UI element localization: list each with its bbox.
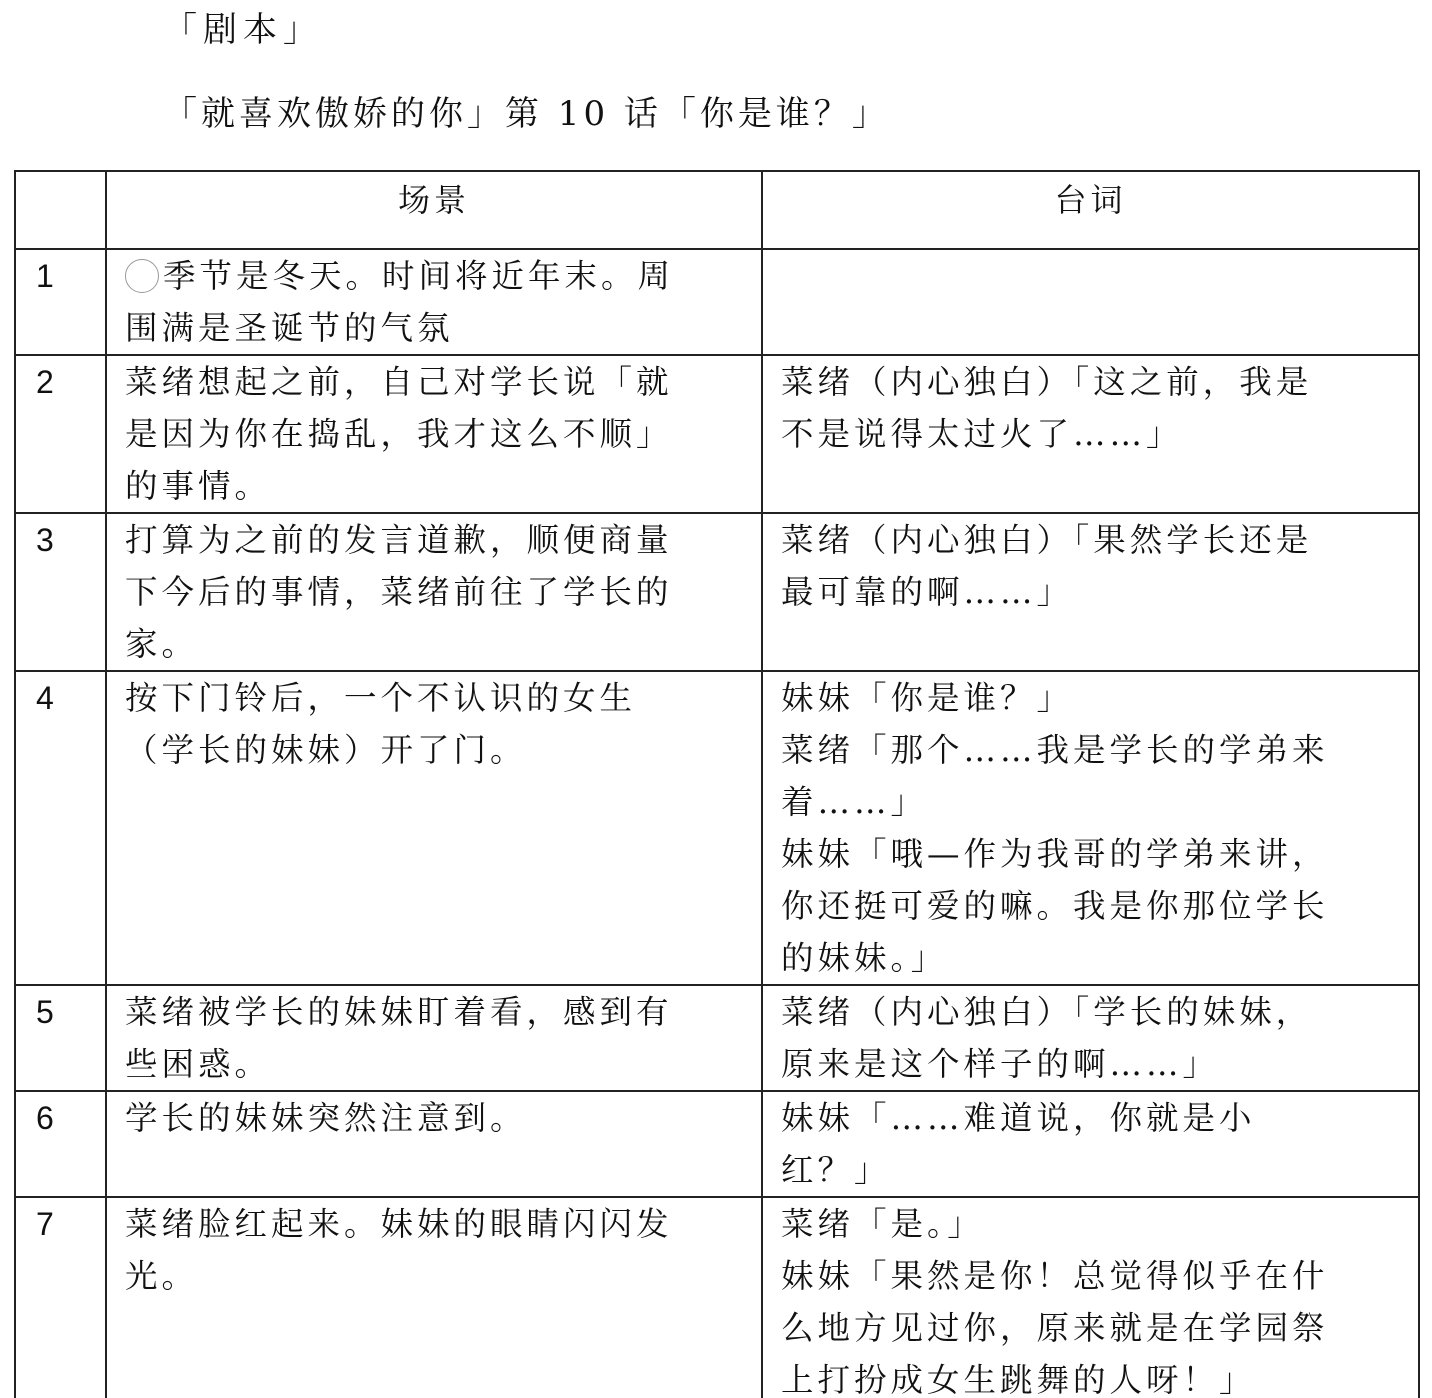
dialogue-cell xyxy=(762,249,1419,355)
table-row xyxy=(15,1197,1419,1398)
dialogue-line: 上打扮成女生跳舞的人呀！」 xyxy=(781,1361,1256,1398)
scene-line: 打算为之前的发言道歉，顺便商量 xyxy=(125,521,673,559)
dialogue-line: 菜绪「那个……我是学长的学弟来 xyxy=(781,731,1329,769)
scene-line: 围满是圣诞节的气氛 xyxy=(125,309,454,347)
scene-cell xyxy=(106,513,762,671)
header-scene: 场景 xyxy=(106,171,762,249)
dialogue-line: 你还挺可爱的嘛。我是你那位学长 xyxy=(781,887,1329,925)
dialogue-cell xyxy=(762,355,1419,513)
dialogue-line: 菜绪（内心独白）「学长的妹妹， xyxy=(781,993,1313,1031)
dialogue-line: 着……」 xyxy=(781,783,928,821)
empty-circle-icon xyxy=(125,259,159,293)
scene-line: 菜绪想起之前，自己对学长说「就 xyxy=(125,363,673,401)
header-dialogue: 台词 xyxy=(762,171,1419,249)
row-number: 2 xyxy=(15,355,106,513)
table-row xyxy=(15,671,1419,985)
dialogue-line: 菜绪（内心独白）「果然学长还是 xyxy=(781,521,1313,559)
dialogue-line: 妹妹「你是谁？」 xyxy=(781,679,1074,717)
scene-line: （学长的妹妹）开了门。 xyxy=(125,731,527,769)
dialogue-line: 妹妹「哦—作为我哥的学弟来讲， xyxy=(781,835,1329,873)
table-row xyxy=(15,355,1419,513)
row-number: 3 xyxy=(15,513,106,671)
scene-line: 学长的妹妹突然注意到。 xyxy=(125,1099,527,1137)
row-number: 7 xyxy=(15,1197,106,1398)
scene-cell xyxy=(106,1091,762,1197)
scene-line: 家。 xyxy=(125,625,199,663)
dialogue-line: 菜绪「是。」 xyxy=(781,1205,984,1243)
scene-line: 下今后的事情，菜绪前往了学长的 xyxy=(125,573,673,611)
row-number: 4 xyxy=(15,671,106,985)
row-number: 6 xyxy=(15,1091,106,1197)
dialogue-line: 最可靠的啊……」 xyxy=(781,573,1074,611)
dialogue-cell xyxy=(762,671,1419,985)
dialogue-line: 原来是这个样子的啊……」 xyxy=(781,1045,1220,1083)
scene-line: 季节是冬天。时间将近年末。周 xyxy=(163,257,675,295)
script-table xyxy=(14,170,1420,1398)
scene-line: 光。 xyxy=(125,1257,199,1295)
dialogue-line: 红？」 xyxy=(781,1151,891,1189)
scene-line: 菜绪被学长的妹妹盯着看，感到有 xyxy=(125,993,673,1031)
table-row xyxy=(15,1091,1419,1197)
scene-line: 的事情。 xyxy=(125,467,272,505)
table-header-row xyxy=(15,171,1419,249)
document-label: 「剧本」 xyxy=(163,10,323,50)
dialogue-line: 妹妹「果然是你！总觉得似乎在什 xyxy=(781,1257,1329,1295)
scene-cell xyxy=(106,1197,762,1398)
scene-line: 按下门铃后，一个不认识的女生 xyxy=(125,679,637,717)
scene-cell xyxy=(106,249,762,355)
scene-line: 是因为你在捣乱，我才这么不顺」 xyxy=(125,415,673,453)
row-number: 5 xyxy=(15,985,106,1091)
dialogue-cell xyxy=(762,1197,1419,1398)
table-row xyxy=(15,985,1419,1091)
dialogue-line: 妹妹「……难道说，你就是小 xyxy=(781,1099,1256,1137)
dialogue-cell xyxy=(762,1091,1419,1197)
header-number xyxy=(15,171,106,249)
document-title: 「就喜欢傲娇的你」第 10 话「你是谁？」 xyxy=(163,94,890,134)
dialogue-line: 菜绪（内心独白）「这之前，我是 xyxy=(781,363,1313,401)
dialogue-line: 的妹妹。」 xyxy=(781,939,948,977)
dialogue-cell xyxy=(762,513,1419,671)
table-row xyxy=(15,249,1419,355)
table-row xyxy=(15,513,1419,671)
scene-cell xyxy=(106,671,762,985)
scene-line: 些困惑。 xyxy=(125,1045,272,1083)
scene-line: 菜绪脸红起来。妹妹的眼睛闪闪发 xyxy=(125,1205,673,1243)
dialogue-cell xyxy=(762,985,1419,1091)
row-number: 1 xyxy=(15,249,106,355)
dialogue-line: 么地方见过你，原来就是在学园祭 xyxy=(781,1309,1329,1347)
scene-cell xyxy=(106,355,762,513)
scene-cell xyxy=(106,985,762,1091)
dialogue-line: 不是说得太过火了……」 xyxy=(781,415,1183,453)
